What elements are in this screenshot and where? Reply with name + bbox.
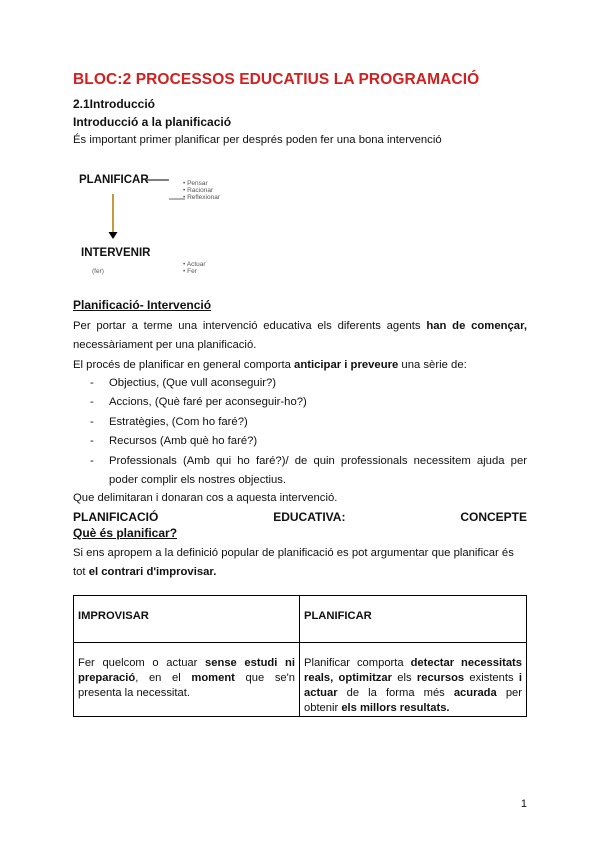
diagram-item: • Reflexionar bbox=[183, 194, 220, 201]
list-item: - Accions, (Què faré per aconseguir-ho?) bbox=[73, 393, 527, 412]
diagram-planificar-label: PLANIFICAR bbox=[79, 174, 149, 186]
table-cell-planificar: Planificar comporta detectar necessitats reals, optimitzar els recursos existents i actuar de la forma més acurada per obtenir els millors resultats. bbox=[300, 643, 527, 717]
list-item: - Professionals (Amb qui ho faré?)/ de quin professionals necessitem ajuda per poder complir els nostres objectius. bbox=[73, 452, 527, 491]
section2-closing: Que delimitaran i donaran cos a aquesta intervenció. bbox=[73, 492, 338, 504]
diagram-top-list bbox=[183, 180, 220, 201]
list-item: - Recursos (Amb què ho faré?) bbox=[73, 432, 527, 451]
concept-paragraph: Si ens apropem a la definició popular de planificació es pot argumentar que planificar és tot el contrari d'improvisar. bbox=[73, 547, 514, 578]
diagram-item: • Fer bbox=[183, 268, 197, 275]
subsection-heading: Introducció a la planificació bbox=[73, 115, 232, 129]
comparison-table bbox=[73, 595, 527, 717]
list-item: - Objectius, (Que vull aconseguir?) bbox=[73, 374, 527, 393]
concept-question: Què és planificar? bbox=[73, 526, 178, 540]
document-title: BLOC:2 PROCESSOS EDUCATIUS LA PROGRAMACIÓ bbox=[73, 71, 480, 88]
section2-paragraph-1: Per portar a terme una intervenció educativa els diferents agents han de començar, necessàriament per una planificació. bbox=[73, 320, 527, 351]
intro-paragraph: És important primer planificar per després poden fer una bona intervenció bbox=[73, 134, 442, 146]
concept-heading-word: EDUCATIVA: bbox=[273, 510, 346, 524]
diagram-intervenir-sub: (fer) bbox=[92, 268, 104, 275]
table-cell-improvisar: Fer quelcom o actuar sense estudi ni preparació, en el moment que se'n presenta la necessitat. bbox=[74, 643, 300, 717]
concept-heading bbox=[73, 510, 527, 524]
section-heading: 2.1Introducció bbox=[73, 97, 156, 111]
planning-diagram bbox=[73, 170, 293, 280]
diagram-bottom-list bbox=[183, 261, 206, 275]
concept-heading-word: CONCEPTE bbox=[460, 510, 527, 524]
concept-heading-word: PLANIFICACIÓ bbox=[73, 510, 159, 524]
diagram-item: • Racionar bbox=[183, 187, 214, 194]
diagram-item: • Pensar bbox=[183, 180, 208, 187]
section2-heading: Planificació- Intervenció bbox=[73, 298, 212, 312]
diagram-item: • Actuar bbox=[183, 261, 206, 268]
table-header-cell: IMPROVISAR bbox=[74, 596, 300, 643]
list-item: - Estratègies, (Com ho faré?) bbox=[73, 413, 527, 432]
diagram-intervenir-label: INTERVENIR bbox=[81, 247, 151, 259]
table-header-cell: PLANIFICAR bbox=[300, 596, 527, 643]
section2-paragraph-2: El procés de planificar en general comporta anticipar i preveure una sèrie de: bbox=[73, 359, 467, 371]
table-header-row bbox=[74, 596, 527, 643]
table-row bbox=[74, 643, 527, 717]
planning-elements-list bbox=[73, 374, 527, 490]
page-number: 1 bbox=[520, 798, 527, 810]
